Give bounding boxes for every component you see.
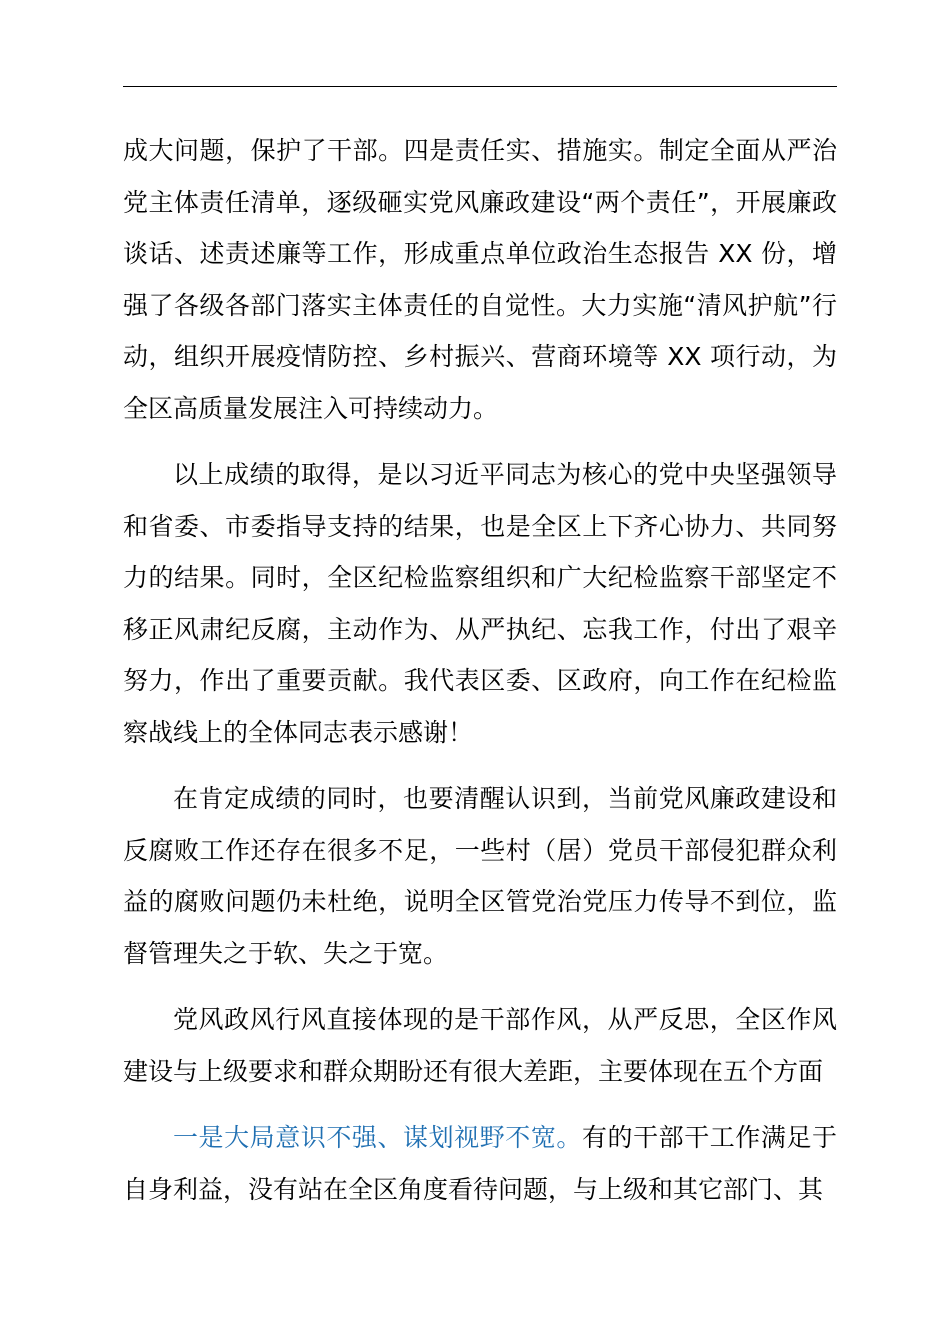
document-body — [123, 125, 837, 1215]
paragraph-4: 党风政风行风直接体现的是干部作风，从严反思，全区作风建设与上级要求和群众期盼还有很大差距，主要体现在五个方面 — [123, 1005, 837, 1086]
paragraph-1: 成大问题，保护了干部。四是责任实、措施实。制定全面从严治党主体责任清单，逐级砸实党风廉政建设“两个责任”，开展廉政谈话、述责述廉等工作，形成重点单位政治生态报告 XX 份，增强了各级各部门落实主体责任的自觉性。大力实施“清风护航”行动，组织开展疫情防控、乡村振兴、营商环境等 XX 项行动，为全区高质量发展注入可持续动力。 — [123, 136, 837, 423]
paragraph-3: 在肯定成绩的同时，也要清醒认识到，当前党风廉政建设和反腐败工作还存在很多不足，一些村（居）党员干部侵犯群众利益的腐败问题仍未杜绝，说明全区管党治党压力传导不到位，监督管理失之于软、失之于宽。 — [123, 784, 837, 968]
paragraph-5 — [123, 1112, 837, 1215]
header-rule — [123, 86, 837, 87]
paragraph-2: 以上成绩的取得，是以习近平同志为核心的党中央坚强领导和省委、市委指导支持的结果，也是全区上下齐心协力、共同努力的结果。同时，全区纪检监察组织和广大纪检监察干部坚定不移正风肃纪反腐，主动作为、从严执纪、忘我工作，付出了艰辛努力，作出了重要贡献。我代表区委、区政府，向工作在纪检监察战线上的全体同志表示感谢！ — [123, 460, 837, 747]
paragraph-5-highlight: 一是大局意识不强、谋划视野不宽。 — [173, 1123, 582, 1152]
paragraph-5-text: 有的干部干工作满足于自身利益，没有站在全区角度看待问题，与上级和其它部门、其 — [123, 1123, 837, 1204]
